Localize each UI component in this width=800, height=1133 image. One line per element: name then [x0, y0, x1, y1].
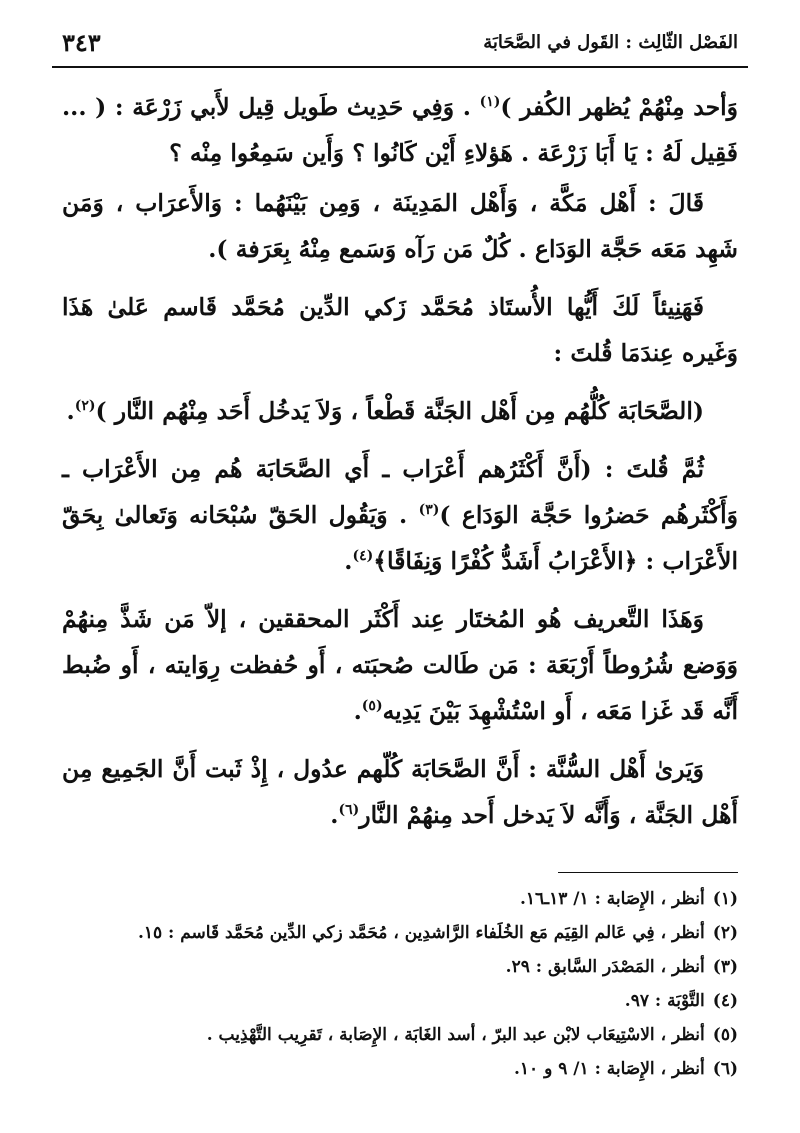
paragraph-3	[62, 284, 738, 376]
paragraph-1	[62, 84, 738, 176]
footnote-text: أنظر ، الإِصَابة : ١/ ١٣ـ١٦.	[519, 889, 705, 909]
footnote-ref-4: (٤)	[352, 548, 374, 565]
paragraph-4-quote	[62, 388, 738, 434]
footnote-1	[62, 882, 738, 916]
paragraph-5-text: ثُمَّ قُلتَ : (أَنَّ أَكْثَرُهم أَعْرَاب ـ أَي الصَّحَابَة هُم مِن الأَعْرَاب ـ وَأَكْثَرهُم حَضرُوا حَجَّة الوَدَاع )	[62, 455, 738, 529]
paragraph-6-text: وَهَذَا التَّعريف هُو المُختَار عِند أَكْثَر المحققين ، إلاّ مَن شَذَّ مِنهُمْ وَوَضع شُرُوطاً أَرْبَعَة : مَن طَالت صُحبَته ، أَو حُفظت رِوَايته ، أَو ضُبط أَنَّه قَد غَزا مَعَه ، أَو اسْتُشْهِدَ بَيْنَ يَدِيه	[62, 605, 738, 725]
paragraph-4-text: (الصَّحَابَة كُلُّهُم مِن أَهْل الجَنَّة قَطْعاً ، وَلاَ يَدخُل أَحَد مِنْهُم النَّار )	[95, 397, 704, 425]
footnote-number: (٦)	[712, 1059, 738, 1079]
paragraph-4-end: .	[66, 397, 75, 425]
footnote-ref-2: (٢)	[74, 398, 96, 415]
footnote-text: أنظر ، الاسْتِيعَاب لابْن عبد البرّ ، أسد الغَابَة ، الإِصَابة ، تَقرِيب التَّهْذِيب .	[206, 1025, 705, 1045]
page-number: ٣٤٣	[62, 28, 101, 57]
footnote-2	[62, 916, 738, 950]
paragraph-6-end: .	[353, 697, 362, 725]
footnote-text: التَّوْبَة : ٩٧.	[624, 991, 705, 1011]
footnote-text: أنظر ، المَصْدَر السَّابق : ٢٩.	[505, 957, 705, 977]
footnote-text: أنظر ، الإِصَابة : ١/ ٩ و ١٠.	[514, 1059, 705, 1079]
paragraph-1-text: وَأحد مِنْهُمْ يُظهر الكُفر )	[500, 93, 739, 121]
paragraph-3-text: فَهَنِيئاً لَكَ أَيُّها الأُستَاذ مُحَمَّد زَكي الدِّين مُحَمَّد قَاسم عَلىٰ هَذَا وَغَيره عِندَمَا قُلتَ :	[62, 293, 738, 367]
footnote-number: (٣)	[712, 957, 738, 977]
footnote-ref-6: (٦)	[338, 802, 360, 819]
footnotes	[62, 882, 738, 1086]
footnote-number: (٤)	[712, 991, 738, 1011]
footnote-3	[62, 950, 738, 984]
footnote-ref-3: (٣)	[418, 502, 440, 519]
footnote-5	[62, 1018, 738, 1052]
paragraph-7-text: وَيَرىٰ أَهْل السُّنَّة : أَنَّ الصَّحَابَة كُلّهم عدُول ، إِذْ ثَبت أَنَّ الجَمِيع مِن أَهْل الجَنَّة ، وَأَنَّه لاَ يَدخل أَحد مِنهُمْ النَّار	[62, 755, 738, 829]
footnote-number: (١)	[712, 889, 738, 909]
footnote-6	[62, 1052, 738, 1086]
footnote-ref-1: (١)	[479, 94, 501, 111]
footnote-number: (٢)	[712, 923, 738, 943]
header-rule	[52, 66, 748, 68]
paragraph-6	[62, 596, 738, 734]
paragraph-2	[62, 180, 738, 272]
footnote-ref-5: (٥)	[361, 698, 383, 715]
footnote-number: (٥)	[712, 1025, 738, 1045]
footnote-4	[62, 984, 738, 1018]
paragraph-5	[62, 446, 738, 584]
paragraph-2-text: قَالَ : أَهْل مَكَّة ، وَأَهْل المَدِينَة ، وَمِن بَيْنَهُما : وَالأَعرَاب ، وَمَن شَهِد مَعَه حَجَّة الوَدَاع . كُلٌ مَن رَآه وَسَمع مِنْهُ بِعَرَفة ).	[62, 189, 738, 263]
running-header	[52, 28, 748, 64]
paragraph-1-continuation: . وَفِي حَدِيث طَويل قِيل لأَبي زَرْعَة : ( ... فَقِيل لَهُ : يَا أَبَا زَرْعَة . هَؤلاءِ أَيْن كَانُوا ؟ وَأَين سَمِعُوا مِنْه ؟	[62, 93, 738, 167]
paragraph-7-end: .	[330, 801, 339, 829]
paragraph-5-end: .	[344, 547, 353, 575]
chapter-title: الفَصْل الثّالِث : القَول في الصَّحَابَة	[483, 32, 738, 53]
main-text	[62, 84, 738, 850]
paragraph-5-continuation: . وَيَقُول الحَقّ سُبْحَانه وَتَعالىٰ بِحَقّ الأَعْرَاب : ﴿الأَعْرَابُ أَشَدُّ كُفْرًا وَنِفَاقًا﴾	[62, 501, 738, 575]
footnote-separator	[558, 872, 738, 873]
paragraph-7	[62, 746, 738, 838]
footnote-text: أنظر ، فِي عَالم القِيَم مَع الخُلَفاء الرَّاشدِين ، مُحَمَّد زكي الدِّين مُحَمَّد قَاسم : ١٥.	[137, 923, 705, 943]
